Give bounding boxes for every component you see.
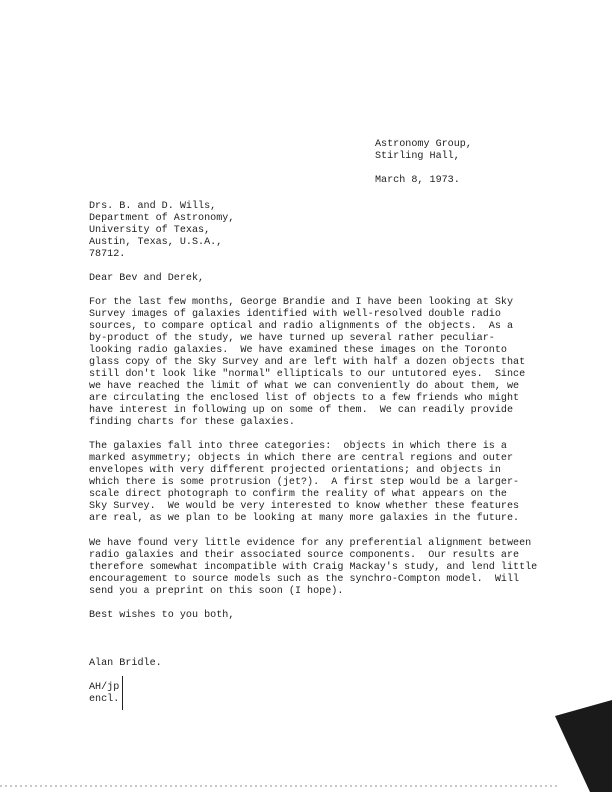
paragraph-line: send you a preprint on this soon (I hope).: [89, 586, 344, 597]
sender-org: Astronomy Group,: [375, 139, 472, 150]
paragraph-line: encouragement to source models such as the synchro-Compton model. Will: [89, 574, 520, 585]
salutation: Dear Bev and Derek,: [89, 273, 205, 284]
paragraph-line: which there is some protrusion (jet?). A first step would be a larger-: [89, 477, 520, 488]
paragraph-line: envelopes with very different projected orientations; and objects in: [89, 465, 501, 476]
paragraph-line: glass copy of the Sky Survey and are left with half a dozen objects that: [89, 357, 526, 368]
paragraph-line: sources, to compare optical and radio alignments of the objects. As a: [89, 321, 514, 332]
corner-shadow: [555, 700, 612, 792]
paragraph-line: finding charts for these galaxies.: [89, 417, 295, 428]
paragraph-line: radio galaxies and their associated source components. Our results are: [89, 550, 520, 561]
letter-date: March 8, 1973.: [375, 175, 460, 186]
closing: Best wishes to you both,: [89, 610, 235, 621]
recipient-univ: University of Texas,: [89, 225, 211, 236]
recipient-city: Austin, Texas, U.S.A.,: [89, 237, 223, 248]
signature: Alan Bridle.: [89, 658, 162, 669]
paragraph-line: have interest in following up on some of them. We can readily provide: [89, 405, 514, 416]
paragraph-line: marked asymmetry; objects in which there are central regions and outer: [89, 453, 514, 464]
paragraph-line: For the last few months, George Brandie and I have been looking at Sky: [89, 297, 514, 308]
paragraph-line: scale direct photograph to confirm the reality of what appears on the: [89, 489, 507, 500]
recipient-zip: 78712.: [89, 249, 126, 260]
paragraph-line: therefore somewhat incompatible with Craig Mackay's study, and lend little: [89, 562, 538, 573]
paragraph-line: are real, as we plan to be looking at many more galaxies in the future.: [89, 513, 520, 524]
recipient-name: Drs. B. and D. Wills,: [89, 201, 217, 212]
paragraph-line: by-product of the study, we have turned up several rather peculiar-: [89, 333, 495, 344]
paragraph-line: Sky Survey. We would be very interested to know whether these features: [89, 501, 520, 512]
enclosure-note: encl.: [89, 694, 120, 705]
paragraph-line: We have found very little evidence for any preferential alignment between: [89, 538, 532, 549]
sender-building: Stirling Hall,: [375, 151, 460, 162]
paragraph-line: still don't look like "normal" ellipticals to our untutored eyes. Since: [89, 369, 526, 380]
paragraph-line: Survey images of galaxies identified with well-resolved double radio: [89, 309, 501, 320]
paragraph-line: The galaxies fall into three categories: objects in which there is a: [89, 441, 507, 452]
recipient-dept: Department of Astronomy,: [89, 213, 235, 224]
typist-initials: AH/jp: [89, 682, 120, 693]
paragraph-line: are circulating the enclosed list of objects to a few friends who might: [89, 393, 520, 404]
paragraph-line: looking radio galaxies. We have examined these images on the Toronto: [89, 345, 507, 356]
paragraph-line: we have reached the limit of what we can conveniently do about them, we: [89, 381, 520, 392]
